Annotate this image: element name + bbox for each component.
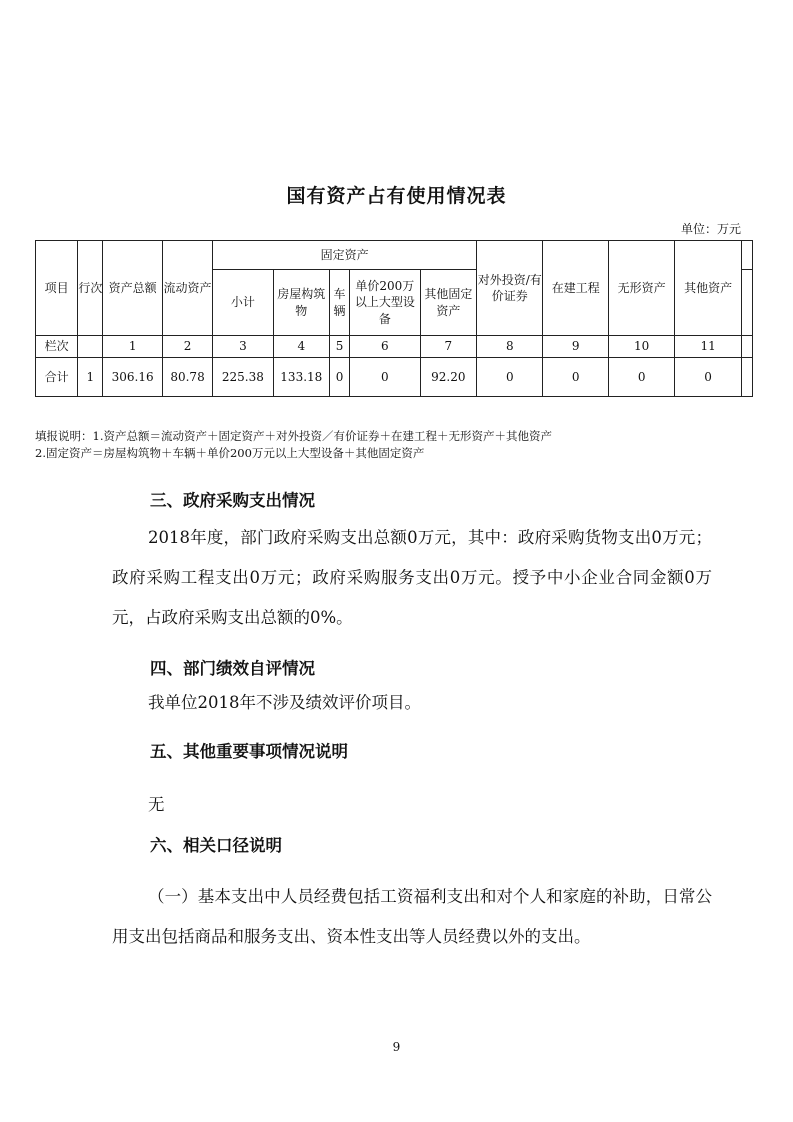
table-cell: 6 — [350, 336, 420, 358]
table-edge-cell — [741, 270, 752, 336]
table-edge-cell — [741, 358, 752, 397]
table-cell: 306.16 — [103, 358, 162, 397]
row-number — [78, 336, 103, 358]
row-number: 1 — [78, 358, 103, 397]
note-line: 2.固定资产＝房屋构筑物＋车辆＋单价200万元以上大型设备＋其他固定资产 — [35, 446, 425, 460]
table-cell: 0 — [675, 358, 741, 397]
table-cell: 8 — [477, 336, 543, 358]
table-cell: 7 — [420, 336, 476, 358]
page-title: 国有资产占有使用情况表 — [286, 185, 507, 207]
table-cell: 1 — [103, 336, 162, 358]
header-subtotal: 小计 — [213, 270, 273, 336]
section-body-other-matters — [112, 785, 712, 825]
table-cell: 9 — [543, 336, 608, 358]
header-building: 房屋构筑物 — [273, 270, 329, 336]
table-cell: 0 — [543, 358, 608, 397]
header-total-assets: 资产总额 — [103, 241, 162, 336]
table-cell: 133.18 — [273, 358, 329, 397]
section-heading-definitions: 六、相关口径说明 — [150, 836, 282, 855]
paragraph-text: 我单位2018年不涉及绩效评价项目。 — [148, 693, 421, 712]
table-cell: 2 — [162, 336, 212, 358]
header-investment: 对外投资/有价证券 — [477, 241, 543, 336]
table-cell: 0 — [477, 358, 543, 397]
table-cell: 80.78 — [162, 358, 212, 397]
table-cell: 10 — [608, 336, 674, 358]
row-label: 栏次 — [36, 336, 78, 358]
section-body-performance — [112, 683, 712, 723]
header-other-fixed: 其他固定资产 — [420, 270, 476, 336]
header-item: 项目 — [36, 241, 78, 336]
table-notes — [35, 428, 552, 462]
table-row — [36, 336, 753, 358]
header-fixed-assets: 固定资产 — [213, 241, 477, 270]
table-cell: 3 — [213, 336, 273, 358]
section-heading-performance: 四、部门绩效自评情况 — [150, 659, 315, 678]
header-equipment: 单价200万以上大型设备 — [350, 270, 420, 336]
header-other-assets: 其他资产 — [675, 241, 741, 336]
header-current-assets: 流动资产 — [162, 241, 212, 336]
section-heading-other-matters: 五、其他重要事项情况说明 — [150, 742, 348, 761]
table-cell: 0 — [350, 358, 420, 397]
row-label: 合计 — [36, 358, 78, 397]
table-cell: 0 — [608, 358, 674, 397]
table-cell: 11 — [675, 336, 741, 358]
table-cell: 0 — [330, 358, 350, 397]
paragraph-text: 无 — [148, 795, 165, 814]
section-body-procurement — [112, 518, 712, 638]
table-cell: 5 — [330, 336, 350, 358]
header-intangible: 无形资产 — [608, 241, 674, 336]
header-row-no: 行次 — [78, 241, 103, 336]
paragraph-text: （一）基本支出中人员经费包括工资福利支出和对个人和家庭的补助，日常公用支出包括商品和服务支出、资本性支出等人员经费以外的支出。 — [112, 887, 712, 946]
table-row — [36, 358, 753, 397]
table-edge-cell — [741, 241, 752, 270]
assets-table — [35, 240, 753, 397]
header-construction: 在建工程 — [543, 241, 608, 336]
page-number: 9 — [392, 1040, 401, 1054]
section-heading-procurement: 三、政府采购支出情况 — [150, 491, 315, 510]
unit-label: 单位：万元 — [680, 222, 741, 236]
note-line: 填报说明：1.资产总额＝流动资产＋固定资产＋对外投资／有价证券＋在建工程＋无形资产＋其他资产 — [35, 429, 552, 443]
table-cell: 225.38 — [213, 358, 273, 397]
table-cell: 4 — [273, 336, 329, 358]
paragraph-text: 2018年度，部门政府采购支出总额0万元，其中：政府采购货物支出0万元；政府采购工程支出0万元；政府采购服务支出0万元。授予中小企业合同金额0万元，占政府采购支出总额的0%。 — [112, 528, 712, 627]
header-vehicle: 车辆 — [330, 270, 350, 336]
table-cell: 92.20 — [420, 358, 476, 397]
section-body-definitions — [112, 877, 712, 957]
table-edge-cell — [741, 336, 752, 358]
